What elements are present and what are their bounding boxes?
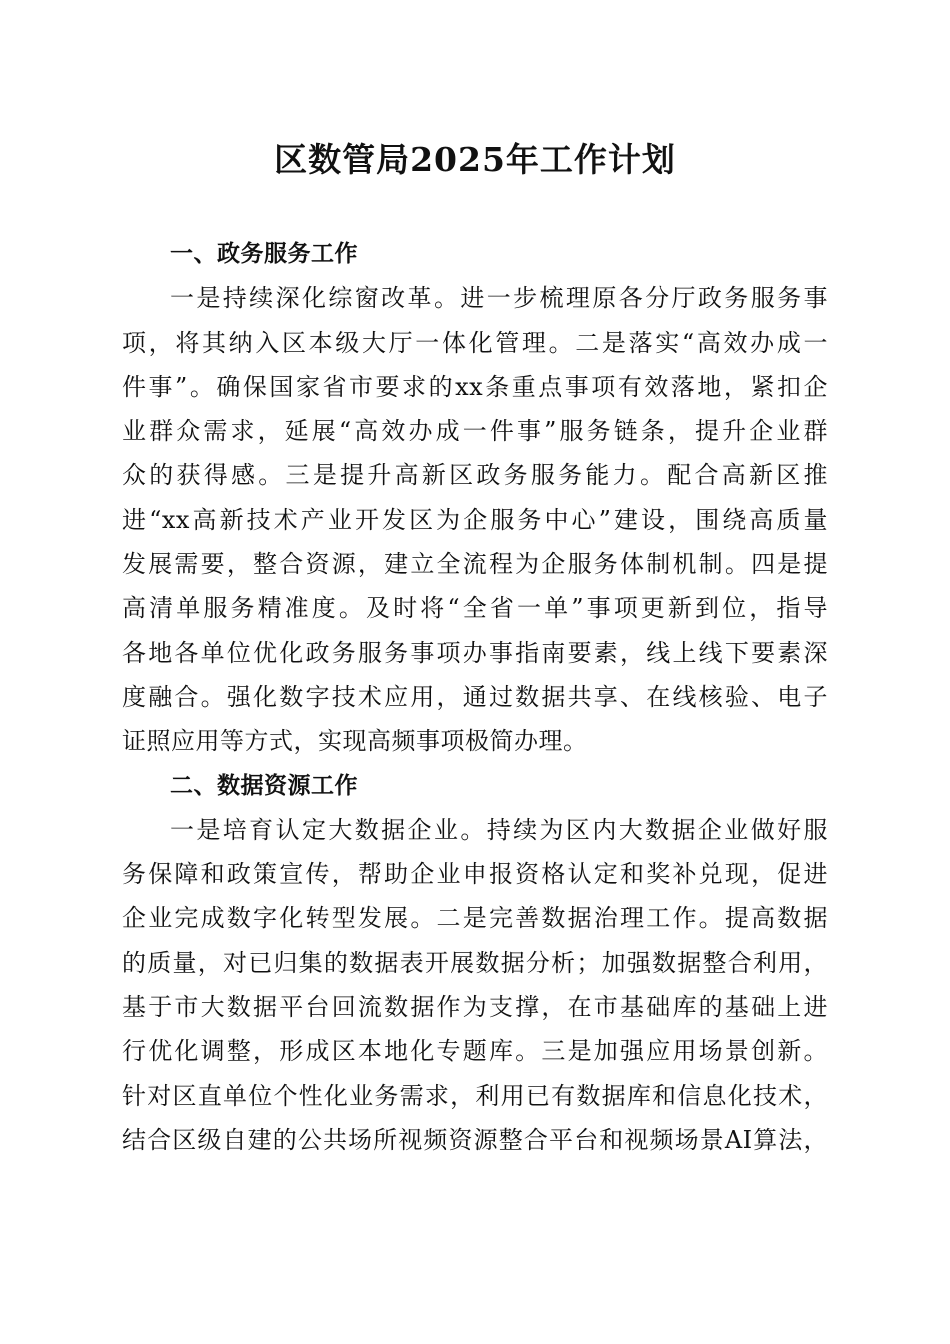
paragraph-line: 进“xx高新技术产业开发区为企服务中心”建设，围绕高质量	[122, 505, 828, 534]
paragraph-line: 各地各单位优化政务服务事项办事指南要素，线上线下要素深	[122, 638, 828, 667]
paragraph-line: 务保障和政策宣传，帮助企业申报资格认定和奖补兑现，促进	[122, 860, 828, 889]
document-body	[122, 232, 828, 1162]
paragraph-line: 高清单服务精准度。及时将“全省一单”事项更新到位，指导	[122, 594, 828, 623]
document-title: 区数管局2025年工作计划	[274, 140, 676, 179]
paragraph-line: 件事”。确保国家省市要求的xx条重点事项有效落地，紧扣企	[122, 372, 828, 401]
paragraph-line: 企业完成数字化转型发展。二是完善数据治理工作。提高数据	[122, 904, 828, 933]
paragraph-line: 一是持续深化综窗改革。进一步梳理原各分厅政务服务事	[170, 284, 828, 313]
section-heading: 一、政务服务工作	[170, 241, 358, 267]
section-heading: 二、数据资源工作	[170, 772, 358, 799]
paragraph-line: 基于市大数据平台回流数据作为支撑，在市基础库的基础上进	[122, 993, 828, 1022]
paragraph-line: 结合区级自建的公共场所视频资源整合平台和视频场景AI算法，	[122, 1125, 828, 1154]
paragraph-line: 度融合。强化数字技术应用，通过数据共享、在线核验、电子	[122, 682, 828, 711]
paragraph-line: 针对区直单位个性化业务需求，利用已有数据库和信息化技术，	[122, 1081, 828, 1110]
paragraph-line: 证照应用等方式，实现高频事项极简办理。	[122, 727, 588, 756]
paragraph-line: 的质量，对已归集的数据表开展数据分析；加强数据整合利用，	[122, 948, 828, 977]
paragraph-line: 一是培育认定大数据企业。持续为区内大数据企业做好服	[170, 815, 828, 844]
paragraph-line: 业群众需求，延展“高效办成一件事”服务链条，提升企业群	[122, 417, 828, 446]
paragraph-line: 众的获得感。三是提升高新区政务服务能力。配合高新区推	[122, 461, 828, 490]
paragraph-line: 行优化调整，形成区本地化专题库。三是加强应用场景创新。	[122, 1037, 828, 1066]
paragraph-line: 发展需要，整合资源，建立全流程为企服务体制机制。四是提	[122, 550, 828, 579]
paragraph-line: 项，将其纳入区本级大厅一体化管理。二是落实“高效办成一	[122, 328, 828, 357]
